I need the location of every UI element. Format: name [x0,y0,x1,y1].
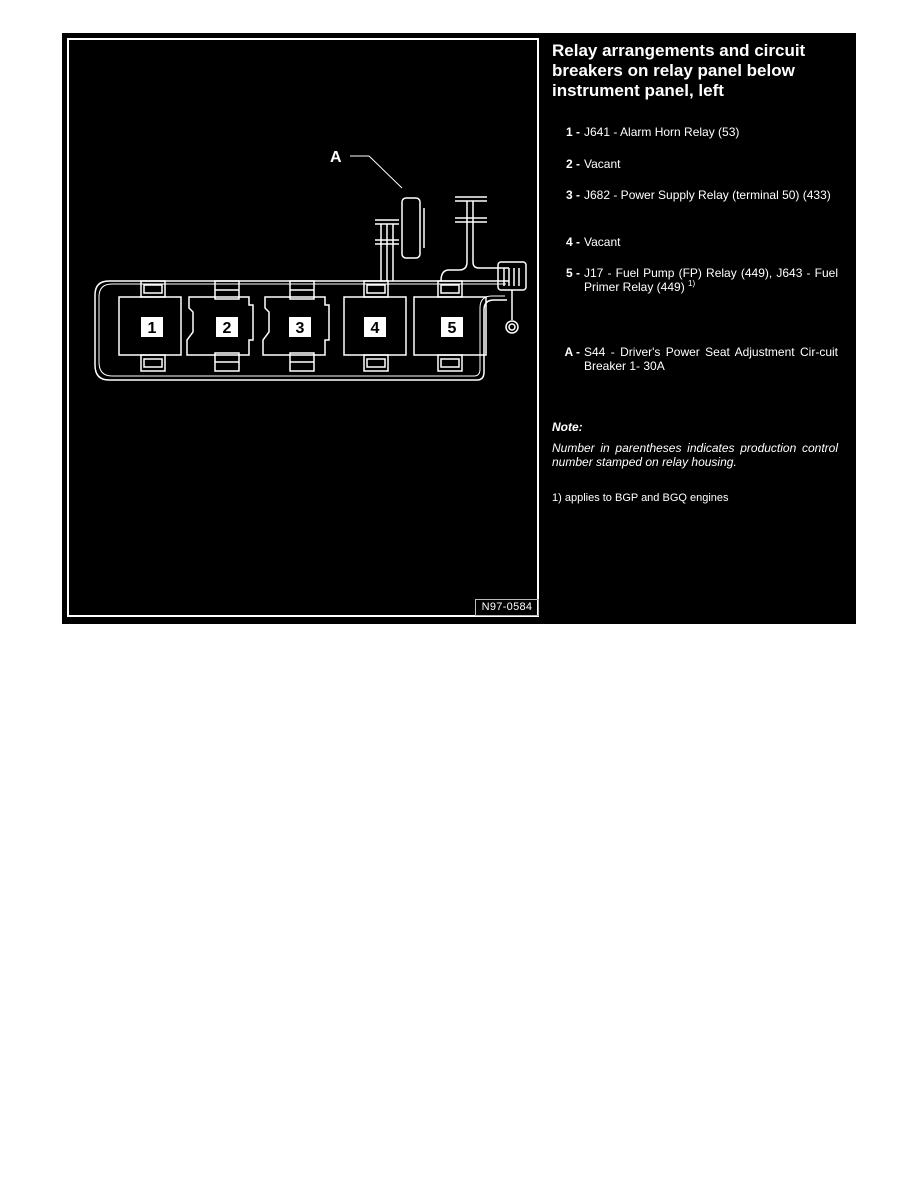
circuit-breaker-a [350,156,424,281]
legend-key: A - [564,345,580,359]
note-body: Number in parentheses indicates production control number stamped on relay housing. [552,441,838,469]
manual-page-panel [62,33,856,624]
footnote: 1) applies to BGP and BGQ engines [552,492,729,504]
relay-number-1: 1 [147,320,157,337]
page-title: Relay arrangements and circuit breakers on relay panel below instrument panel, left [552,41,806,100]
legend-text: J17 - Fuel Pump (FP) Relay (449), J643 - Fuel Primer Relay (449) [584,266,838,294]
legend-text: Vacant [584,157,621,171]
note-title: Note: [552,420,583,434]
relay-panel-drawing [69,40,541,619]
legend-text-wrap [584,266,838,294]
footnote-ref: 1) [688,279,696,288]
relay-panel-diagram [67,38,539,617]
legend-key: 2 - [565,157,580,171]
legend-key: 5 - [565,266,580,280]
legend-key: 4 - [565,235,580,249]
legend-text: J682 - Power Supply Relay (terminal 50) (433) [584,188,831,202]
relay-number-3: 3 [295,320,305,337]
relay-number-5: 5 [447,320,457,337]
legend-text: J641 - Alarm Horn Relay (53) [584,125,740,139]
relay-number-4: 4 [370,320,380,337]
legend-text: Vacant [584,235,621,249]
legend-text: S44 - Driver's Power Seat Adjustment Cir-cuit Breaker 1- 30A [584,345,838,373]
callout-label-a: A [330,149,342,166]
figure-id: N97-0584 [475,599,539,616]
legend-key: 3 - [565,188,580,202]
legend-key: 1 - [565,125,580,139]
relay-number-2: 2 [222,320,232,337]
